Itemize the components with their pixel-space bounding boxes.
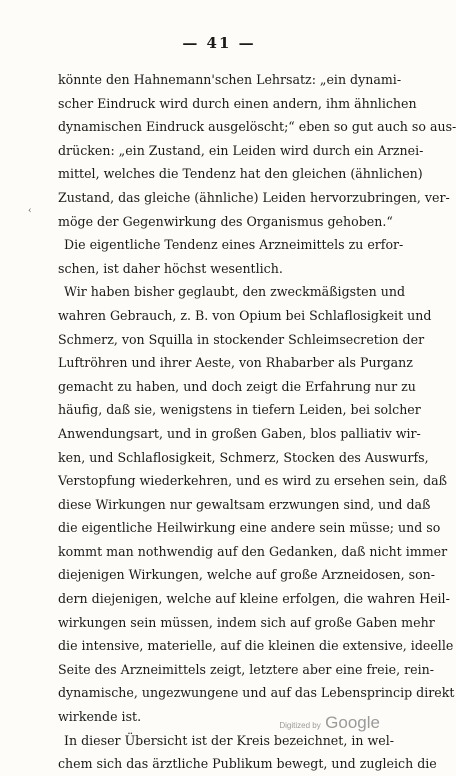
- text-line: möge der Gegenwirkung des Organismus gehoben.“: [58, 213, 393, 229]
- text-line: wirkungen sein müssen, indem sich auf große Gaben mehr: [58, 614, 435, 630]
- text-line: In dieser Übersicht ist der Kreis bezeichnet, in wel-: [64, 732, 394, 748]
- text-line: mittel, welches die Tendenz hat den gleichen (ähnlichen): [58, 166, 423, 182]
- text-line: dern diejenigen, welche auf kleine erfolgen, die wahren Heil-: [58, 591, 450, 607]
- digitized-watermark: [279, 713, 380, 733]
- text-line: kommt man nothwendig auf den Gedanken, daß nicht immer: [58, 543, 448, 559]
- body-text: [58, 68, 456, 776]
- text-line: dynamische, ungezwungene und auf das Lebensprincip direkt: [58, 685, 455, 701]
- digitized-label: Digitized by: [279, 721, 321, 730]
- text-line: diese Wirkungen nur gewaltsam erzwungen sind, und daß: [58, 496, 431, 512]
- text-line: Die eigentliche Tendenz eines Arzneimittels zu erfor-: [64, 237, 404, 253]
- brand-logo: Google: [325, 713, 380, 732]
- text-line: Wir haben bisher geglaubt, den zweckmäßigsten und: [64, 284, 406, 300]
- text-line: häufig, daß sie, wenigstens in tiefern Leiden, bei solcher: [58, 402, 421, 418]
- text-line: gemacht zu haben, und doch zeigt die Erfahrung nur zu: [58, 378, 416, 394]
- text-line: chem sich das ärztliche Publikum bewegt, und zugleich die: [58, 756, 437, 772]
- text-line: die eigentliche Heilwirkung eine andere sein müsse; und so: [58, 520, 441, 536]
- page-number: — 41 —: [182, 34, 256, 52]
- text-line: wahren Gebrauch, z. B. von Opium bei Schlaflosigkeit und: [58, 307, 432, 323]
- text-line: die intensive, materielle, auf die kleinen die extensive, ideelle: [58, 638, 454, 654]
- text-line: diejenigen Wirkungen, welche auf große Arzneidosen, son-: [58, 567, 436, 583]
- text-line: schen, ist daher höchst wesentlich.: [58, 260, 283, 276]
- text-line: scher Eindruck wird durch einen andern, ihm ähnlichen: [58, 95, 417, 111]
- text-line: Zustand, das gleiche (ähnliche) Leiden hervorzubringen, ver-: [58, 189, 450, 205]
- text-line: ken, und Schlaflosigkeit, Schmerz, Stocken des Auswurfs,: [58, 449, 429, 465]
- text-line: drücken: „ein Zustand, ein Leiden wird durch ein Arznei-: [58, 142, 424, 158]
- text-line: Schmerz, von Squilla in stockender Schleimsecretion der: [58, 331, 425, 347]
- text-line: Anwendungsart, und in großen Gaben, blos palliativ wir-: [58, 425, 421, 441]
- text-line: könnte den Hahnemann'schen Lehrsatz: „ein dynami-: [58, 72, 402, 87]
- text-line: Luftröhren und ihrer Aeste, von Rhabarber als Purganz: [58, 355, 413, 371]
- text-line: wirkende ist.: [58, 709, 142, 725]
- text-line: Verstopfung wiederkehren, und es wird zu ersehen sein, daß: [58, 473, 448, 489]
- text-line: dynamischen Eindruck ausgelöscht;“ eben so gut auch so aus-: [58, 119, 456, 135]
- text-line: Seite des Arzneimittels zeigt, letztere aber eine freie, rein-: [58, 661, 434, 677]
- margin-mark: ‹: [28, 206, 32, 216]
